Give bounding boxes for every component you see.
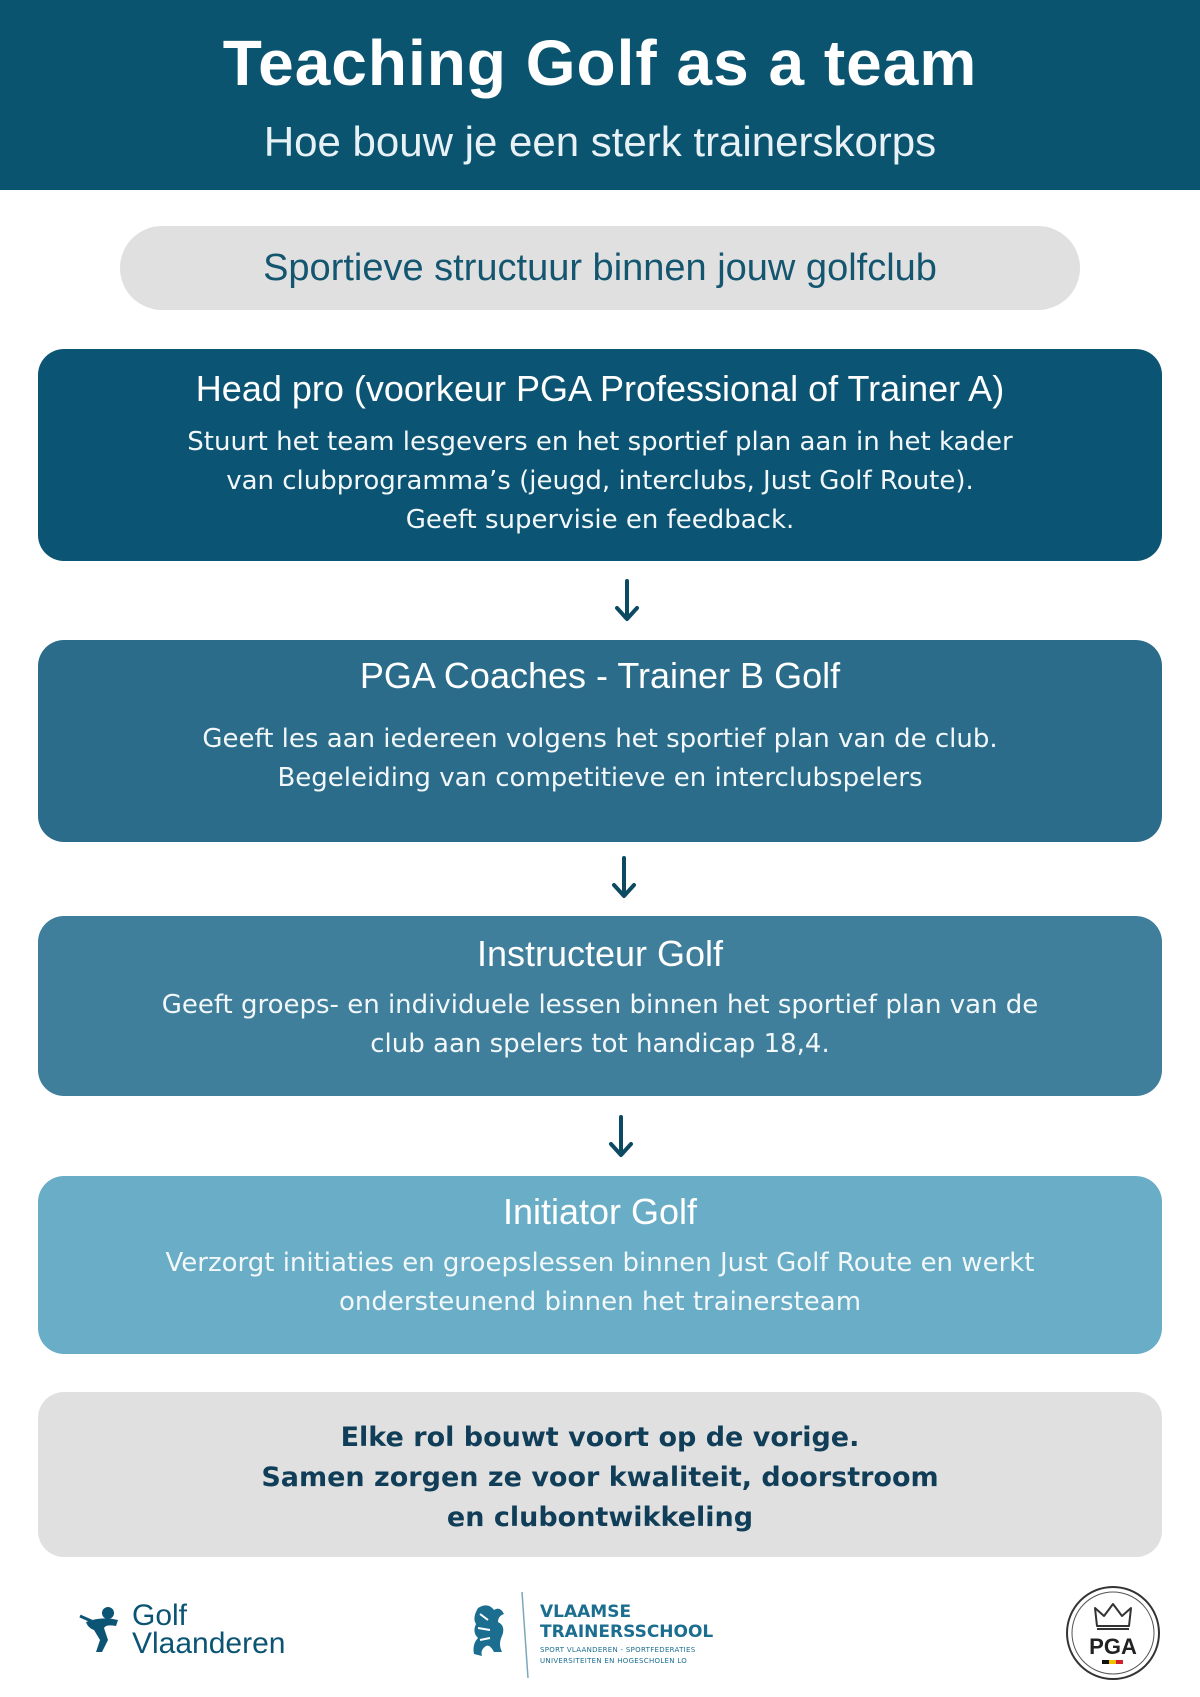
role-box-head-pro: [38, 349, 1162, 561]
role-line: Geeft supervisie en feedback.: [405, 505, 795, 535]
role-description: [38, 423, 1162, 540]
role-line: club aan spelers tot handicap 18,4.: [370, 1029, 830, 1059]
role-title: Head pro (voorkeur PGA Professional of Trainer A): [195, 368, 1005, 409]
golf-vlaanderen-logo: [78, 1600, 308, 1660]
vt-wordmark-line2: TRAINERSSCHOOL: [540, 1622, 714, 1642]
pga-logo: [1064, 1584, 1162, 1682]
vt-tagline-2: UNIVERSITEITEN EN HOGESCHOLEN LO: [540, 1657, 688, 1665]
role-description: [38, 1244, 1162, 1322]
role-line: Verzorgt initiaties en groepslessen binnen Just Golf Route en werkt: [165, 1248, 1035, 1278]
summary-box: [38, 1392, 1162, 1557]
role-box-pga-coaches: [38, 640, 1162, 842]
role-title: Initiator Golf: [502, 1191, 698, 1232]
page-title: Teaching Golf as a team: [222, 27, 978, 99]
divider-line: [520, 1592, 530, 1678]
summary-line: Elke rol bouwt voort op de vorige.: [340, 1422, 860, 1453]
golfer-icon: [78, 1604, 128, 1654]
vt-tagline-1: SPORT VLAANDEREN - SPORTFEDERATIES: [540, 1646, 696, 1654]
role-box-instructeur: [38, 916, 1162, 1096]
role-box-initiator: [38, 1176, 1162, 1354]
flemish-lion-icon: [468, 1600, 514, 1660]
role-line: Geeft groeps- en individuele lessen binnen het sportief plan van de: [161, 990, 1039, 1020]
role-line: Geeft les aan iedereen volgens het sportief plan van de club.: [202, 724, 998, 754]
arrow-down-icon: [606, 1114, 636, 1160]
role-title: Instructeur Golf: [476, 933, 724, 974]
section-pill: Sportieve structuur binnen jouw golfclub: [120, 226, 1080, 310]
arrow-down-icon: [609, 855, 639, 901]
role-line: ondersteunend binnen het trainersteam: [338, 1287, 862, 1317]
vt-wordmark-line1: VLAAMSE: [540, 1602, 632, 1622]
arrow-down-icon: [612, 578, 642, 624]
role-description: [38, 986, 1162, 1064]
pga-wordmark: PGA: [1089, 1634, 1137, 1659]
golf-vlaanderen-wordmark: Golf Vlaanderen: [132, 1599, 286, 1660]
role-title: PGA Coaches - Trainer B Golf: [359, 655, 841, 696]
role-line: Begeleiding van competitieve en interclubspelers: [277, 763, 923, 793]
role-description: [38, 720, 1162, 798]
summary-line: en clubontwikkeling: [446, 1502, 754, 1533]
vlaamse-trainersschool-logo: [468, 1586, 758, 1678]
role-line: van clubprogramma’s (jeugd, interclubs, Just Golf Route).: [226, 466, 974, 496]
page-subtitle: Hoe bouw je een sterk trainerskorps: [263, 118, 937, 165]
summary-line: Samen zorgen ze voor kwaliteit, doorstroom: [261, 1462, 939, 1493]
role-line: Stuurt het team lesgevers en het sportief plan aan in het kader: [187, 427, 1013, 457]
header-banner: [0, 0, 1200, 190]
